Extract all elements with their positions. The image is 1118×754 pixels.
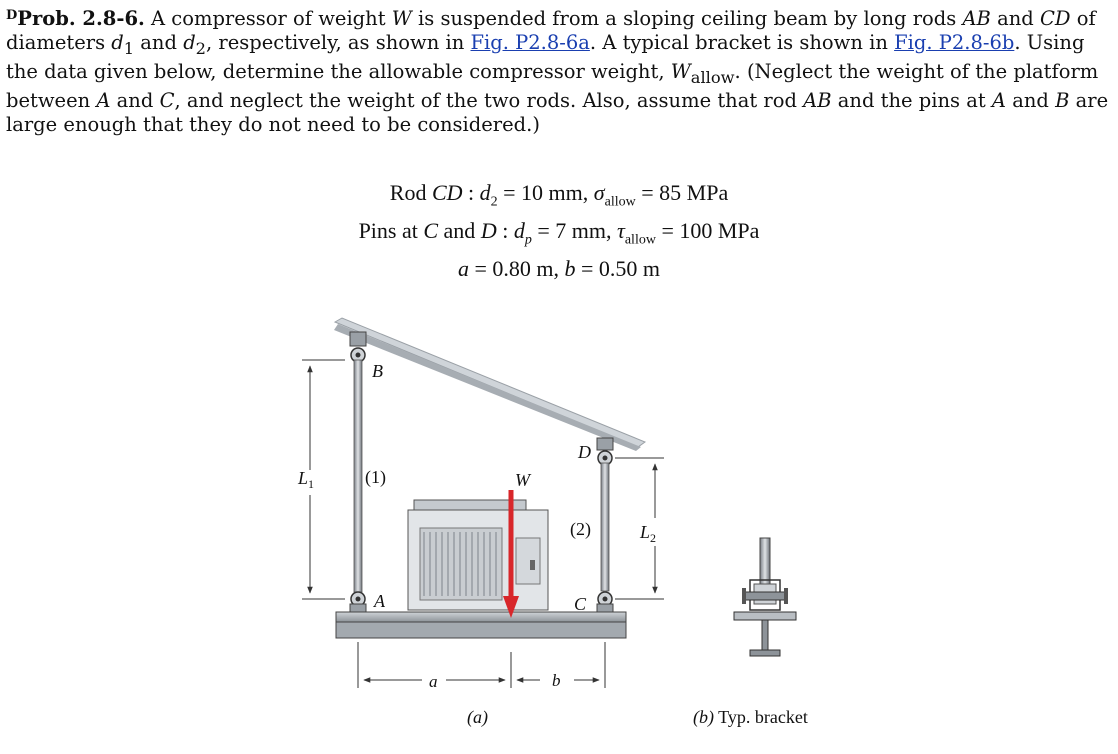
var: CD: [431, 180, 463, 205]
var-W: W: [391, 7, 412, 30]
text: and: [438, 218, 481, 243]
ceiling-beam: [334, 318, 645, 451]
caption-a: (a): [467, 707, 488, 727]
fig-b-link[interactable]: Fig. P2.8-6b: [894, 30, 1015, 54]
text: :: [462, 180, 480, 205]
pin-C: [597, 592, 613, 612]
difficulty-mark: D: [6, 8, 18, 23]
text: is suspended from a sloping ceiling beam by long rods: [411, 7, 963, 30]
bracket-B: [350, 332, 366, 362]
var-B: B: [1055, 89, 1070, 113]
sub: 1: [123, 38, 135, 58]
label-rod1: (1): [365, 467, 386, 487]
text: and: [134, 30, 184, 54]
text: Rod: [389, 180, 432, 205]
var-d1: d: [111, 30, 124, 54]
text: . (Neglect the weight of the platform between: [6, 59, 1099, 113]
var: d: [513, 218, 525, 243]
sub: 2: [195, 38, 207, 58]
var-wallow: W: [670, 59, 691, 83]
rod-AB: [354, 360, 362, 592]
text: and the pins at: [831, 89, 992, 113]
var: b: [564, 256, 576, 281]
label-B: B: [372, 361, 383, 381]
var: C: [423, 218, 439, 243]
compressor: [408, 500, 548, 610]
label-A: A: [374, 591, 385, 611]
text: and: [110, 89, 160, 113]
label-L2: $L_2$: [640, 522, 657, 545]
label-b: b: [552, 671, 561, 690]
platform: [336, 612, 626, 638]
var: a: [457, 256, 469, 281]
pin-A: [350, 592, 366, 612]
tau-symbol: τ: [616, 218, 625, 243]
label-a: a: [429, 672, 438, 691]
text: and: [1006, 89, 1056, 113]
sub: allow: [690, 67, 735, 87]
sigma-symbol: σ: [593, 180, 605, 205]
value: = 10 mm,: [497, 180, 594, 205]
value: = 0.80 m,: [468, 256, 565, 281]
var-C: C: [159, 89, 175, 113]
sub: 2: [490, 194, 498, 210]
text: , and neglect the weight of the two rods. Also, assume that rod: [174, 89, 804, 113]
var-AB: AB: [803, 89, 832, 113]
bracket-D: [597, 438, 613, 465]
problem-number: Prob. 2.8-6.: [17, 7, 145, 30]
label-L1: $L_1$: [298, 468, 315, 491]
var: D: [480, 218, 497, 243]
var-A: A: [96, 89, 111, 113]
value: = 100 MPa: [655, 218, 760, 243]
caption-b: (b) Typ. bracket: [693, 707, 808, 727]
text: of diameters: [6, 7, 1096, 54]
text: A compressor of weight: [144, 7, 392, 30]
sub: allow: [604, 194, 636, 210]
text: . A typical bracket is shown in: [589, 30, 895, 54]
text: and: [990, 7, 1040, 30]
text: , respectively, as shown in: [206, 30, 471, 54]
sub: allow: [624, 232, 656, 248]
var-CD: CD: [1039, 7, 1071, 30]
value: = 85 MPa: [635, 180, 729, 205]
fig-a-link[interactable]: Fig. P2.8-6a: [470, 30, 590, 54]
text: are large enough that they do not need to be considered.): [6, 89, 1109, 136]
text: . Using the data given below, determine the allowable compressor weight,: [6, 30, 1085, 83]
label-C: C: [574, 594, 587, 614]
label-rod2: (2): [570, 519, 591, 539]
var-A: A: [991, 89, 1006, 113]
var-d2: d: [183, 30, 196, 54]
typical-bracket: [734, 538, 796, 656]
var-AB: AB: [962, 7, 991, 30]
label-W: W: [515, 470, 530, 490]
value: = 7 mm,: [531, 218, 617, 243]
var: d: [479, 180, 491, 205]
dim-ab: [358, 642, 605, 688]
label-D: D: [578, 442, 591, 462]
text: Pins at: [358, 218, 424, 243]
rod-CD: [601, 463, 609, 591]
text: :: [496, 218, 514, 243]
value: = 0.50 m: [575, 256, 661, 281]
sub: p: [524, 232, 532, 248]
